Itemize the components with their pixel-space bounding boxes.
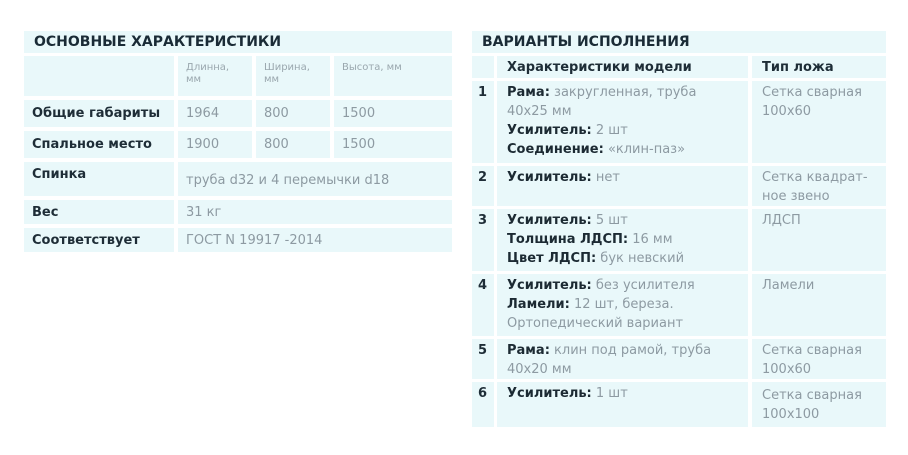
v4-ortho-note: Ортопедический вариант — [507, 316, 684, 331]
col-height-header — [334, 56, 452, 96]
v5-frame-value: клин под рамой, труба — [549, 343, 712, 358]
sleep-length-value: 1900 — [186, 137, 220, 152]
variant-2-bed — [752, 166, 886, 206]
variant-6-num — [472, 382, 494, 427]
v4-reinforcer-value: без усилителя — [591, 278, 695, 293]
v3-thickness-key: Толщина ЛДСП: — [507, 232, 629, 247]
variant-5-num — [472, 339, 494, 379]
variant-6-model — [497, 382, 748, 427]
sleep-place-label — [24, 131, 174, 158]
variant-4-bed — [752, 274, 886, 336]
overall-height — [334, 100, 452, 127]
v4-bed-line1: Ламели — [762, 278, 815, 293]
v6-bed-line1: Сетка сварная — [762, 388, 862, 403]
variant-4-model — [497, 274, 748, 336]
conforms-value-text: ГОСТ N 19917 -2014 — [186, 232, 323, 248]
col-width-label: Ширина, мм — [264, 62, 310, 85]
v2-bed-line1: Сетка квадрат- — [762, 170, 868, 185]
v3-color-key: Цвет ЛДСП: — [507, 251, 597, 266]
variant-3-num-text: 3 — [478, 213, 488, 228]
weight-label — [24, 200, 174, 224]
back-label — [24, 162, 174, 196]
v1-frame-key: Рама: — [507, 85, 550, 100]
v3-thickness-value: 16 мм — [628, 232, 673, 247]
variant-1-num — [472, 81, 494, 163]
v1-frame-size: 40х25 мм — [507, 104, 572, 119]
variant-5-num-text: 5 — [478, 343, 488, 358]
v1-bed-line2: 100х60 — [762, 104, 812, 119]
v1-joint-value: «клин-паз» — [603, 142, 686, 157]
overall-dims-label-text: Общие габариты — [32, 106, 161, 121]
sleep-height-value: 1500 — [342, 137, 376, 152]
sleep-width — [256, 131, 330, 158]
weight-label-text: Вес — [32, 204, 59, 220]
weight-value — [178, 200, 452, 224]
back-value-text: труба d32 и 4 перемычки d18 — [186, 173, 390, 188]
v1-frame-value: закругленная, труба — [549, 85, 697, 100]
v1-reinforcer-value: 2 шт — [591, 123, 628, 138]
specs-title — [24, 31, 452, 53]
variant-2-num-text: 2 — [478, 170, 488, 185]
v5-frame-key: Рама: — [507, 343, 550, 358]
overall-width-value: 800 — [264, 106, 289, 121]
col-width-header — [256, 56, 330, 96]
weight-value-text: 31 кг — [186, 204, 222, 220]
v6-reinforcer-value: 1 шт — [591, 386, 628, 401]
col-bed-header — [752, 56, 886, 78]
v1-reinforcer-key: Усилитель: — [507, 123, 592, 138]
v2-reinforcer-key: Усилитель: — [507, 170, 592, 185]
col-height-label: Высота, мм — [342, 62, 402, 73]
v3-reinforcer-value: 5 шт — [591, 213, 628, 228]
v3-reinforcer-key: Усилитель: — [507, 213, 592, 228]
v3-bed-line1: ЛДСП — [762, 213, 801, 228]
v1-joint-key: Соединение: — [507, 142, 604, 157]
v2-reinforcer-value: нет — [591, 170, 620, 185]
back-value — [178, 162, 452, 196]
col-length-label: Длинна, мм — [186, 62, 230, 85]
variant-4-num-text: 4 — [478, 278, 488, 293]
variant-5-bed — [752, 339, 886, 379]
variant-2-num — [472, 166, 494, 206]
sleep-width-value: 800 — [264, 137, 289, 152]
v3-color-value: бук невский — [596, 251, 685, 266]
variant-3-num — [472, 209, 494, 271]
overall-width — [256, 100, 330, 127]
variant-6-num-text: 6 — [478, 386, 488, 401]
v4-slats-key: Ламели: — [507, 297, 570, 312]
v1-bed-line1: Сетка сварная — [762, 85, 862, 100]
specs-title-text: ОСНОВНЫЕ ХАРАКТЕРИСТИКИ — [34, 34, 282, 50]
v2-bed-line2: ное звено — [762, 189, 830, 204]
v4-reinforcer-key: Усилитель: — [507, 278, 592, 293]
v5-bed-line2: 100х60 — [762, 362, 812, 377]
col-length-header — [178, 56, 252, 96]
sleep-height — [334, 131, 452, 158]
v4-slats-value: 12 шт, береза. — [569, 297, 674, 312]
overall-height-value: 1500 — [342, 106, 376, 121]
col-bed-label: Тип ложа — [762, 59, 834, 75]
variant-3-bed — [752, 209, 886, 271]
variant-3-model — [497, 209, 748, 271]
v6-reinforcer-key: Усилитель: — [507, 386, 592, 401]
col-model-header — [497, 56, 748, 78]
variants-title — [472, 31, 886, 53]
overall-length — [178, 100, 252, 127]
variants-num-header — [472, 56, 494, 78]
variant-1-bed — [752, 81, 886, 163]
variant-1-num-text: 1 — [478, 85, 488, 100]
v6-bed-line2: 100х100 — [762, 407, 820, 422]
col-model-label: Характеристики модели — [507, 59, 692, 75]
v5-bed-line1: Сетка сварная — [762, 343, 862, 358]
variant-1-model — [497, 81, 748, 163]
conforms-value — [178, 228, 452, 252]
conforms-label-text: Соответствует — [32, 232, 140, 248]
specs-header-blank — [24, 56, 174, 96]
variant-5-model — [497, 339, 748, 379]
sleep-length — [178, 131, 252, 158]
variant-6-bed — [752, 382, 886, 427]
overall-length-value: 1964 — [186, 106, 220, 121]
v5-frame-size: 40х20 мм — [507, 362, 572, 377]
variant-2-model — [497, 166, 748, 206]
variant-4-num — [472, 274, 494, 336]
variants-title-text: ВАРИАНТЫ ИСПОЛНЕНИЯ — [482, 34, 690, 50]
overall-dims-label — [24, 100, 174, 127]
sleep-place-label-text: Спальное место — [32, 137, 152, 152]
back-label-text: Спинка — [32, 167, 87, 182]
conforms-label — [24, 228, 174, 252]
